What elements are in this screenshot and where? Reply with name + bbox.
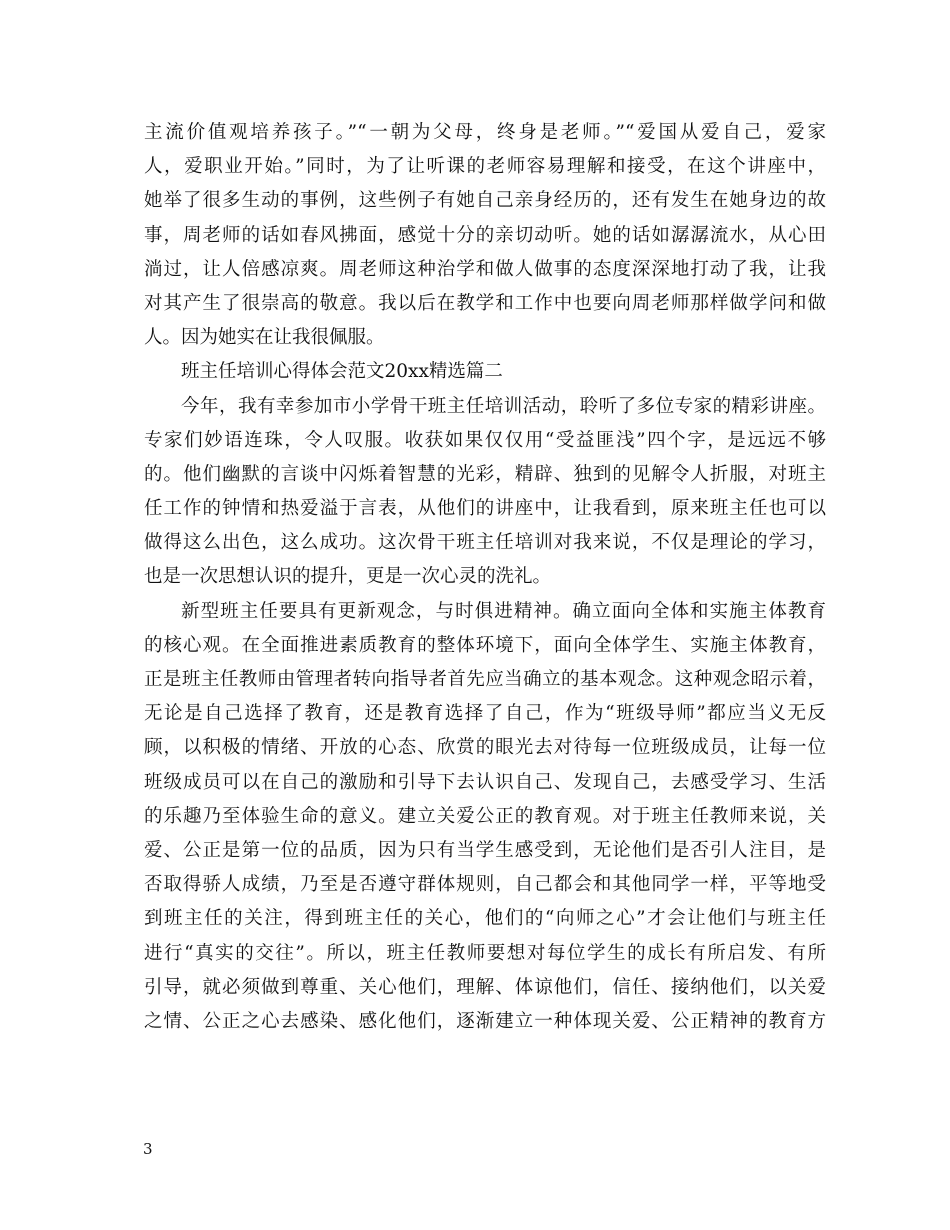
text-line: 到班主任的关注，得到班主任的关心，他们的“向师之心”才会让他们与班主任: [144, 908, 826, 930]
text-line: 班级成员可以在自己的激励和引导下去认识自己、发现自己，去感受学习、生活: [144, 771, 826, 793]
text-line: 淌过，让人倍感凉爽。周老师这种治学和做人做事的态度深深地打动了我，让我: [144, 258, 826, 280]
text-line: 对其产生了很崇高的敬意。我以后在教学和工作中也要向周老师那样做学问和做: [144, 292, 826, 314]
text-line: 主流价值观培养孩子。”“一朝为父母，终身是老师。”“爱国从爱自己，爱家: [144, 122, 826, 143]
text-line: 专家们妙语连珠，令人叹服。收获如果仅仅用“受益匪浅”四个字，是远远不够: [144, 429, 826, 451]
text-line: 人，爱职业开始。”同时，为了让听课的老师容易理解和接受，在这个讲座中，: [144, 156, 826, 178]
text-line: 也是一次思想认识的提升，更是一次心灵的洗礼。: [144, 566, 552, 588]
text-line: 人。因为她实在让我很佩服。: [144, 327, 385, 349]
text-line: 的核心观。在全面推进素质教育的整体环境下，面向全体学生、实施主体教育，: [144, 634, 826, 656]
text-line: 任工作的钟情和热爱溢于言表，从他们的讲座中，让我看到，原来班主任也可以: [144, 498, 826, 520]
text-line: 今年，我有幸参加市小学骨干班主任培训活动，聆听了多位专家的精彩讲座。: [181, 395, 826, 417]
text-line: 她举了很多生动的事例，这些例子有她自己亲身经历的，还有发生在她身边的故: [144, 190, 826, 212]
text-line: 否取得骄人成绩，乃至是否遵守群体规则，自己都会和其他同学一样，平等地受: [144, 874, 826, 896]
page-number: 3: [143, 1140, 153, 1158]
text-line: 的。他们幽默的言谈中闪烁着智慧的光彩，精辟、独到的见解令人折服，对班主: [144, 463, 826, 485]
text-line: 无论是自己选择了教育，还是教育选择了自己，作为“班级导师”都应当义无反: [144, 703, 826, 725]
document-body: [144, 116, 826, 1039]
text-line: 爱、公正是第一位的品质，因为只有当学生感受到，无论他们是否引人注目，是: [144, 839, 826, 861]
text-line: 正是班主任教师由管理者转向指导者首先应当确立的基本观念。这种观念昭示着，: [144, 669, 826, 690]
text-line: 新型班主任要具有更新观念，与时俱进精神。确立面向全体和实施主体教育: [181, 600, 826, 622]
text-line: 进行“真实的交往”。所以，班主任教师要想对每位学生的成长有所启发、有所: [144, 942, 826, 964]
section-heading: 班主任培训心得体会范文20xx精选篇二: [181, 361, 503, 383]
text-line: 之情、公正之心去感染、感化他们，逐渐建立一种体现关爱、公正精神的教育方: [144, 1010, 826, 1032]
text-line: 做得这么出色，这么成功。这次骨干班主任培训对我来说，不仅是理论的学习，: [144, 532, 826, 554]
text-line: 引导，就必须做到尊重、关心他们，理解、体谅他们，信任、接纳他们，以关爱: [144, 976, 826, 998]
text-line: 顾，以积极的情绪、开放的心态、欣赏的眼光去对待每一位班级成员，让每一位: [144, 737, 826, 759]
text-line: 事，周老师的话如春风拂面，感觉十分的亲切动听。她的话如潺潺流水，从心田: [144, 224, 826, 246]
text-line: 的乐趣乃至体验生命的意义。建立关爱公正的教育观。对于班主任教师来说，关: [144, 805, 826, 827]
